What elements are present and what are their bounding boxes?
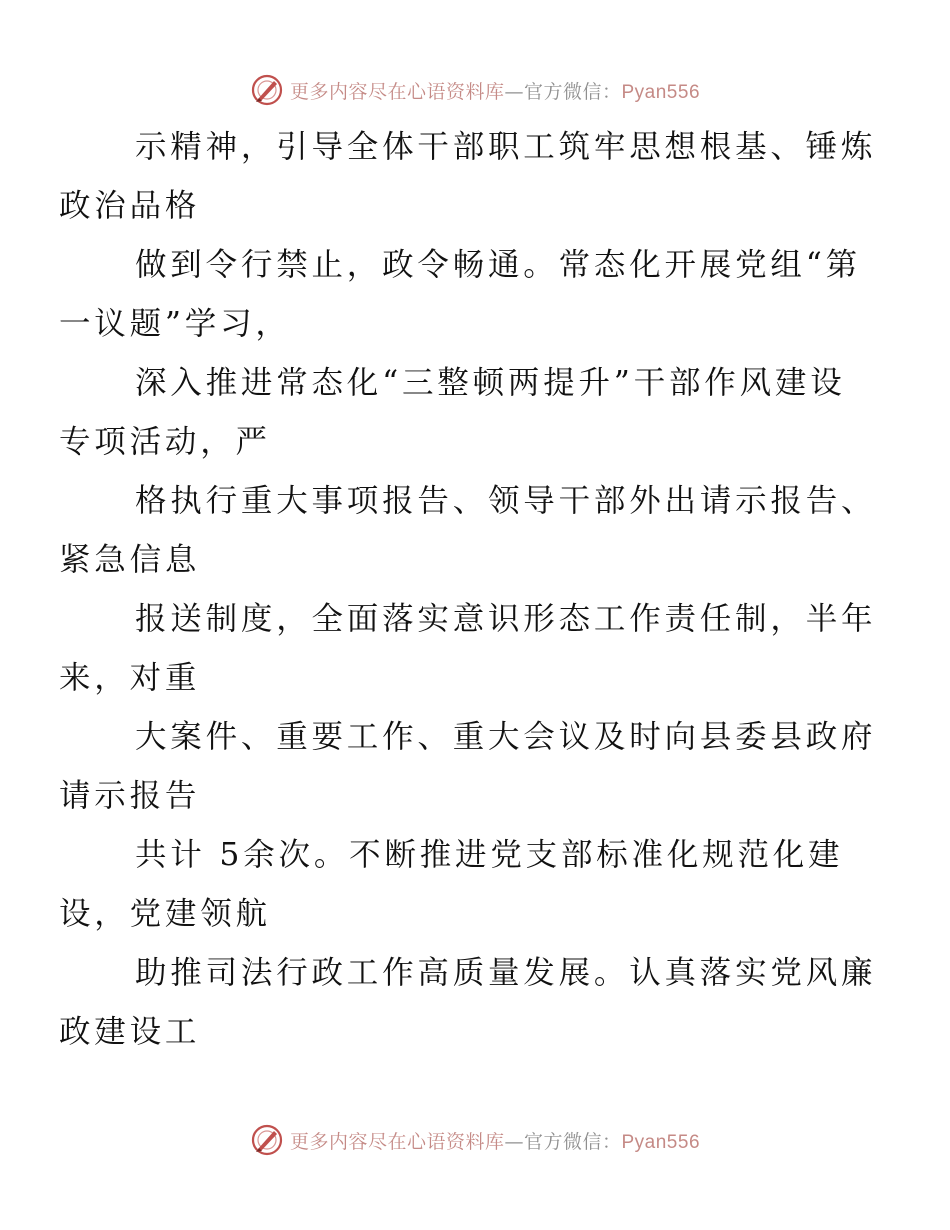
paragraph [59, 236, 861, 354]
paragraph-line: 请示报告 [59, 778, 201, 814]
paragraph [59, 118, 877, 236]
paragraph-line: 紧急信息 [59, 542, 201, 578]
watermark-wechat-id: Pyan556 [621, 1131, 701, 1153]
watermark-text [290, 1127, 700, 1154]
quill-logo-icon [250, 73, 284, 107]
watermark-label: 更多内容尽在心语资料库 [289, 1130, 505, 1153]
watermark-separator: — [504, 1130, 524, 1153]
paragraph-line: 深入推进常态化“三整顿两提升”干部作风建设 [135, 365, 846, 401]
watermark-wechat-id: Pyan556 [621, 81, 701, 103]
watermark-separator: — [504, 80, 524, 103]
paragraph-line: 共计 5余次。不断推进党支部标准化规范化建 [135, 837, 844, 873]
paragraph-line: 来，对重 [59, 660, 201, 696]
paragraph-line: 报送制度，全面落实意识形态工作责任制，半年 [135, 601, 877, 637]
footer-watermark [0, 1120, 950, 1160]
paragraph-line: 政建设工 [59, 1014, 201, 1050]
document-body [59, 118, 877, 1062]
paragraph-line: 设，党建领航 [59, 896, 271, 932]
paragraph-line: 格执行重大事项报告、领导干部外出请示报告、 [135, 483, 877, 519]
header-watermark [0, 70, 950, 110]
paragraph-line: 做到令行禁止，政令畅通。常态化开展党组“第 [135, 247, 861, 283]
paragraph [59, 944, 877, 1062]
quill-logo-icon [250, 1123, 284, 1157]
paragraph-line: 示精神，引导全体干部职工筑牢思想根基、锤炼 [135, 129, 877, 165]
paragraph [59, 354, 857, 472]
paragraph [59, 590, 877, 708]
paragraph-line: 助推司法行政工作高质量发展。认真落实党风廉 [135, 955, 877, 991]
watermark-label: 更多内容尽在心语资料库 [289, 80, 505, 103]
paragraph [59, 826, 857, 944]
paragraph [59, 708, 877, 826]
paragraph-line: 专项活动，严 [59, 424, 271, 460]
watermark-text [290, 77, 700, 104]
watermark-wechat-label: 官方微信： [523, 80, 622, 103]
paragraph-line: 政治品格 [59, 188, 201, 224]
paragraph-line: 一议题”学习， [59, 306, 291, 342]
paragraph-line: 大案件、重要工作、重大会议及时向县委县政府 [135, 719, 877, 755]
watermark-wechat-label: 官方微信： [523, 1130, 622, 1153]
paragraph [59, 472, 877, 590]
